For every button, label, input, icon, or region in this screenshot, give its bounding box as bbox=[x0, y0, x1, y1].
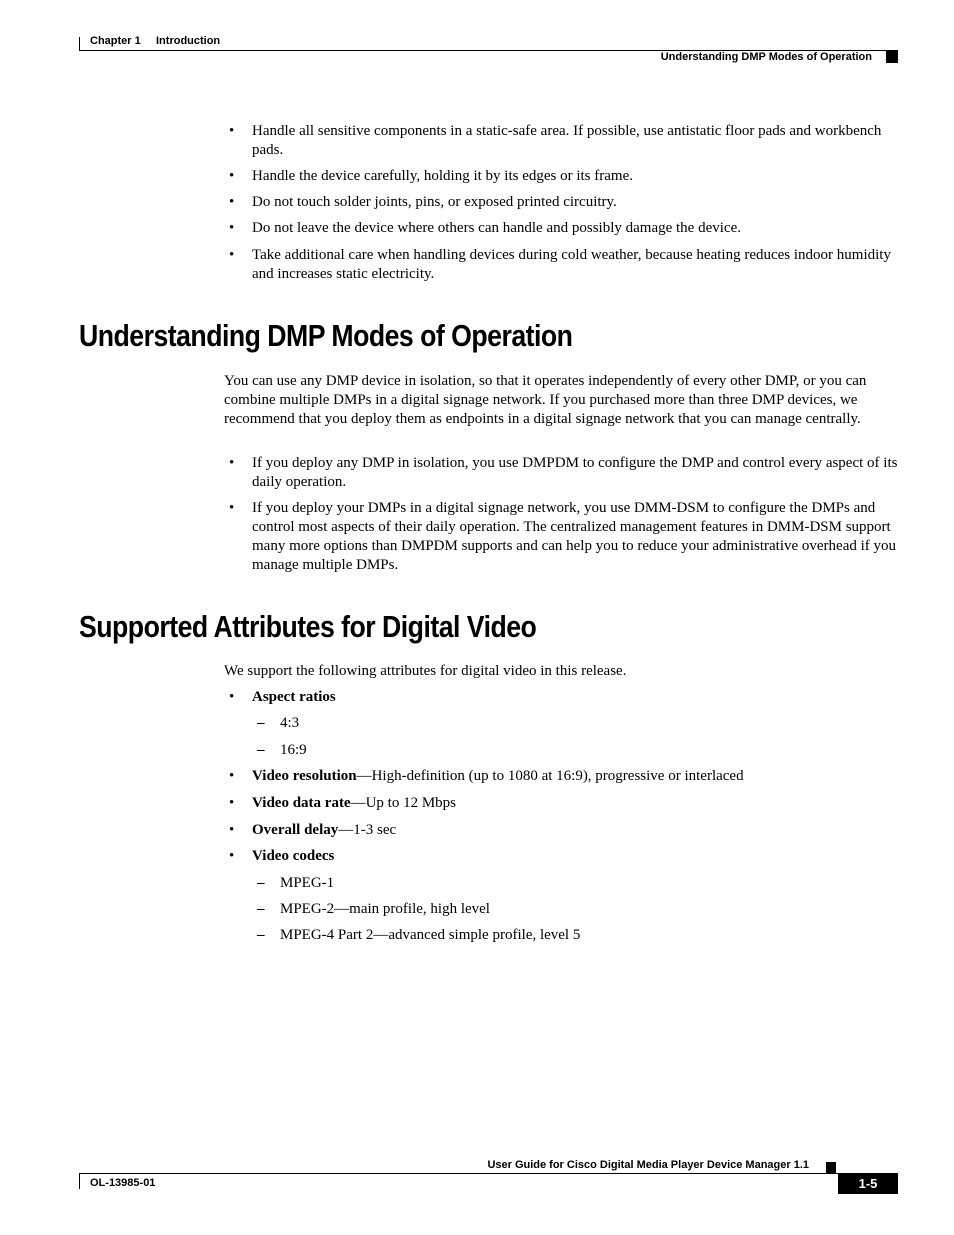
header-chapter-title: Introduction bbox=[156, 35, 221, 47]
header-marker-block bbox=[886, 51, 898, 63]
overall-delay-value: 1-3 sec bbox=[353, 822, 397, 838]
codec-value: MPEG-1 bbox=[280, 875, 335, 891]
aspect-ratio-value: 16:9 bbox=[280, 742, 307, 758]
header-chapter: Chapter 1 bbox=[90, 35, 141, 47]
aspect-ratios-label: Aspect ratios bbox=[252, 689, 336, 705]
video-resolution-label: Video resolution bbox=[252, 768, 357, 784]
section-heading-dmp-modes: Understanding DMP Modes of Operation bbox=[79, 318, 573, 353]
footer-guide-title: User Guide for Cisco Digital Media Player Device Manager 1.1 bbox=[487, 1159, 809, 1171]
footer-left-tick bbox=[79, 1173, 80, 1189]
overall-delay-label: Overall delay bbox=[252, 822, 339, 838]
section1-list bbox=[224, 454, 900, 575]
list-item: • Do not touch solder joints, pins, or exposed printed circuitry. bbox=[224, 193, 900, 212]
video-resolution-value: High-definition (up to 1080 at 16:9), progressive or interlaced bbox=[371, 768, 744, 784]
video-data-rate-label: Video data rate bbox=[252, 795, 351, 811]
codec-value: MPEG-2—main profile, high level bbox=[280, 901, 490, 917]
video-codecs-label: Video codecs bbox=[252, 848, 335, 864]
handling-precautions-list bbox=[224, 122, 900, 284]
list-item: • Take additional care when handling devices during cold weather, because heating reduces indoor humidity and increases static electricity. bbox=[224, 246, 900, 284]
section2-intro: We support the following attributes for digital video in this release. bbox=[224, 663, 627, 679]
footer-doc-number: OL-13985-01 bbox=[90, 1177, 156, 1189]
header-left-tick bbox=[79, 37, 80, 51]
section1-paragraph: You can use any DMP device in isolation, so that it operates independently of every other DMP, or you can combine multiple DMPs in a digital signage network. If you purchased more than three DMP devices, we recommend that you deploy them as endpoints in a digital signage network that you can manage centrally. bbox=[224, 373, 867, 427]
list-item: • Handle the device carefully, holding it by its edges or its frame. bbox=[224, 167, 900, 186]
header-section: Understanding DMP Modes of Operation bbox=[660, 51, 872, 63]
page-number: 1-5 bbox=[838, 1174, 898, 1194]
video-data-rate-value: Up to 12 Mbps bbox=[365, 795, 457, 811]
list-item: • Do not leave the device where others can handle and possibly damage the device. bbox=[224, 219, 900, 238]
footer-rule bbox=[79, 1173, 898, 1174]
list-item: • If you deploy any DMP in isolation, you use DMPDM to configure the DMP and control every aspect of its daily operation. bbox=[224, 454, 900, 492]
list-item: • If you deploy your DMPs in a digital signage network, you use DMM-DSM to configure the DMPs and control most aspects of their daily operation. The centralized management features in DMM-DSM support many more options than DMPDM supports and can help you to reduce your administrative overhead if you manage multiple DMPs. bbox=[224, 499, 900, 575]
codec-value: MPEG-4 Part 2—advanced simple profile, level 5 bbox=[280, 927, 581, 943]
section-heading-video-attributes: Supported Attributes for Digital Video bbox=[79, 609, 537, 644]
list-item: • Handle all sensitive components in a static-safe area. If possible, use antistatic floor pads and workbench pads. bbox=[224, 122, 900, 160]
aspect-ratio-value: 4:3 bbox=[280, 715, 300, 731]
